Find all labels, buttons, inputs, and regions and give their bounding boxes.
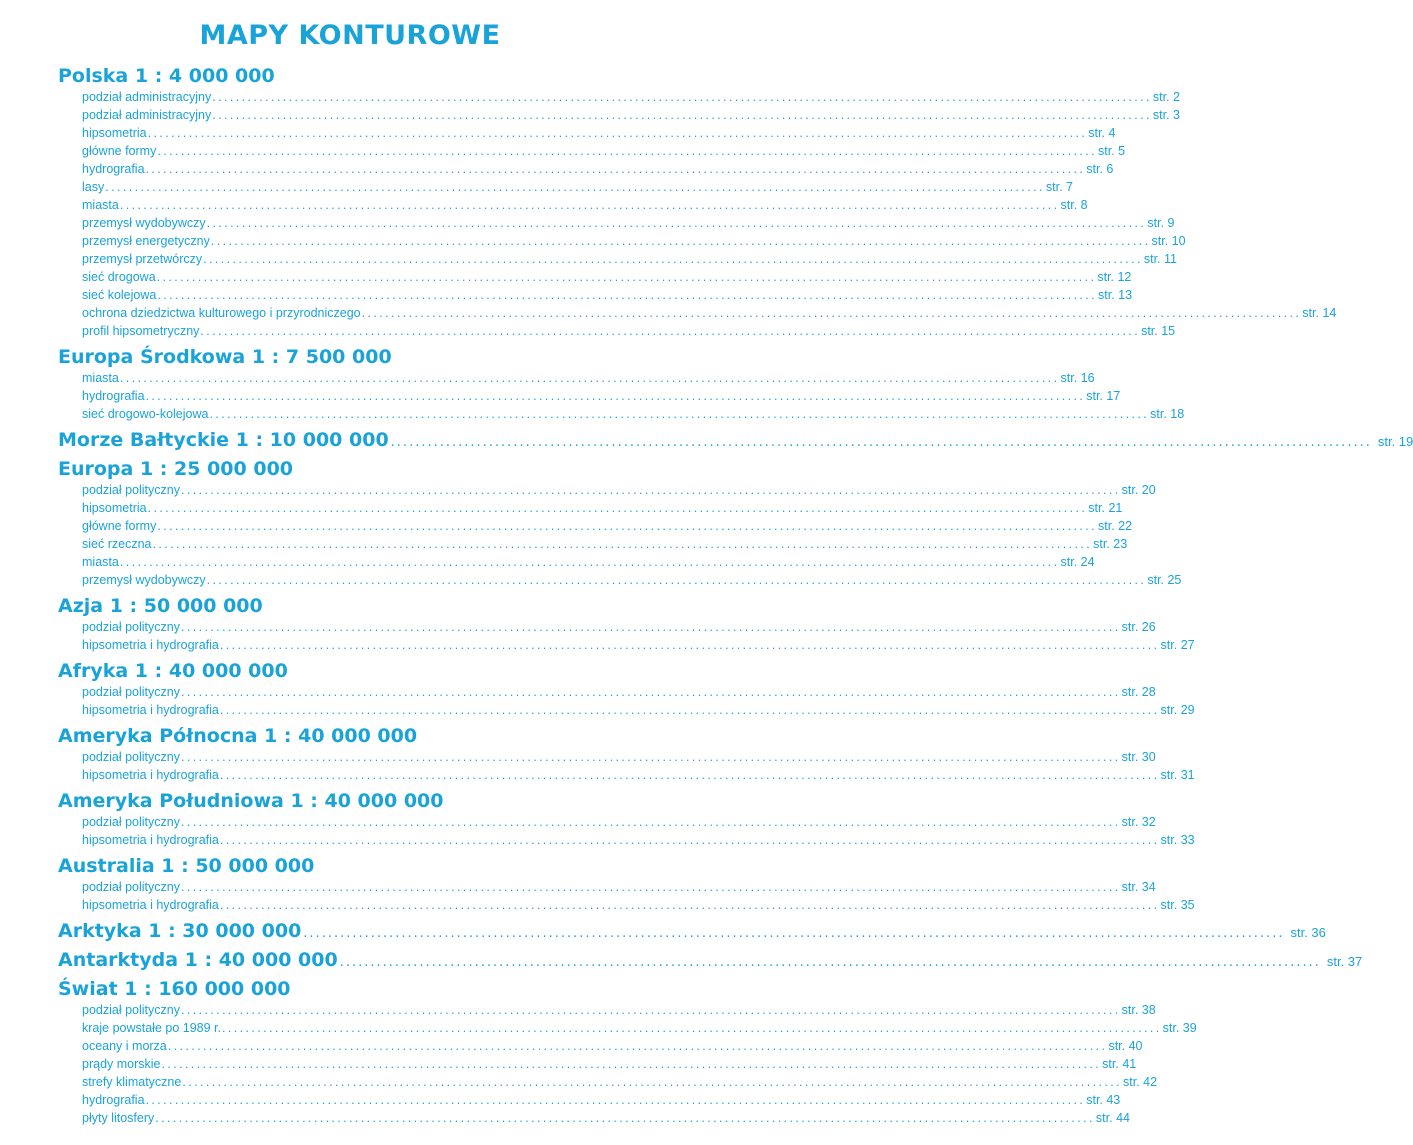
entry-page-number: str. 8 xyxy=(1060,198,1088,212)
entry-list xyxy=(58,618,1195,654)
dot-leader: ................................................................................................................................................................ xyxy=(219,703,1160,717)
entry-page-number: str. 2 xyxy=(1152,90,1180,104)
dot-leader: ................................................................................................................................................................ xyxy=(206,573,1147,587)
entry-label: lasy xyxy=(82,180,105,194)
section-heading[interactable] xyxy=(58,853,642,878)
toc-entry[interactable] xyxy=(82,517,1133,535)
entry-label: przemysł przetwórczy xyxy=(82,252,203,266)
page-title: MAPY KONTUROWE xyxy=(199,20,501,51)
entry-page-number: str. 16 xyxy=(1060,371,1095,385)
dot-leader: ................................................................................................................................................................ xyxy=(147,501,1088,515)
toc-entry[interactable] xyxy=(82,813,1156,831)
dot-leader: ................................................................................................................................................................ xyxy=(105,180,1045,194)
section-page-number: str. 19 xyxy=(1377,434,1413,449)
section-heading[interactable] xyxy=(58,658,642,683)
toc-section xyxy=(58,976,1197,1127)
entry-page-number: str. 9 xyxy=(1147,216,1175,230)
section-heading[interactable] xyxy=(58,344,642,369)
dot-leader: ................................................................................................................................................................ xyxy=(156,270,1097,284)
toc-section xyxy=(58,723,1195,784)
dot-leader: ................................................................................................................................................................ xyxy=(361,306,1302,320)
dot-leader: ................................................................................................................................................................ xyxy=(180,880,1121,894)
entry-label: hipsometria i hydrografia xyxy=(82,898,219,912)
entry-list xyxy=(58,369,1185,423)
dot-leader: ................................................................................................................................................................ xyxy=(212,90,1152,104)
entry-page-number: str. 43 xyxy=(1086,1093,1121,1107)
entry-page-number: str. 38 xyxy=(1121,1003,1156,1017)
toc-entry[interactable] xyxy=(82,481,1156,499)
section-heading[interactable] xyxy=(58,976,642,1001)
dot-leader: ................................................................................................................................................................ xyxy=(203,252,1143,266)
entry-page-number: str. 21 xyxy=(1088,501,1123,515)
entry-page-number: str. 6 xyxy=(1086,162,1114,176)
dot-leader: ................................................................................................................................................................ xyxy=(157,288,1098,302)
entry-label: hipsometria xyxy=(82,126,147,140)
entry-label: podział polityczny xyxy=(82,750,180,764)
section-heading[interactable] xyxy=(58,788,642,813)
toc-section xyxy=(58,788,1195,849)
toc-entry[interactable] xyxy=(82,748,1156,766)
toc-entry[interactable] xyxy=(82,160,1114,178)
toc-entry[interactable] xyxy=(82,1055,1137,1073)
dot-leader: ................................................................................................................................................................ xyxy=(303,926,1285,941)
toc-entry[interactable] xyxy=(82,268,1132,286)
entry-label: podział administracyjny xyxy=(82,90,212,104)
entry-label: hydrografia xyxy=(82,1093,145,1107)
entry-label: podział polityczny xyxy=(82,1003,180,1017)
toc-entry[interactable] xyxy=(82,304,1337,322)
toc-entry[interactable] xyxy=(82,683,1156,701)
dot-leader: ................................................................................................................................................................ xyxy=(219,898,1160,912)
dot-leader: ................................................................................................................................................................ xyxy=(206,216,1147,230)
entry-label: miasta xyxy=(82,198,119,212)
section-heading-label: Morze Bałtyckie 1 : 10 000 000 xyxy=(58,429,389,451)
entry-label: hydrografia xyxy=(82,162,145,176)
dot-leader: ................................................................................................................................................................ xyxy=(219,638,1160,652)
entry-label: prądy morskie xyxy=(82,1057,161,1071)
toc-entry[interactable] xyxy=(82,369,1095,387)
section-heading-label: Azja 1 : 50 000 000 xyxy=(58,595,263,617)
entry-list xyxy=(58,748,1195,784)
entry-page-number: str. 10 xyxy=(1151,234,1186,248)
section-heading-label: Ameryka Północna 1 : 40 000 000 xyxy=(58,725,418,747)
section-page-number: str. 37 xyxy=(1326,954,1363,969)
entry-label: hydrografia xyxy=(82,389,145,403)
entry-label: strefy klimatyczne xyxy=(82,1075,182,1089)
toc-section xyxy=(58,658,1195,719)
toc-entry[interactable] xyxy=(82,387,1121,405)
toc-entry[interactable] xyxy=(82,1073,1158,1091)
dot-leader: ................................................................................................................................................................ xyxy=(390,435,1372,450)
entry-label: hipsometria i hydrografia xyxy=(82,703,219,717)
toc-entry[interactable] xyxy=(82,142,1126,160)
section-heading[interactable] xyxy=(58,456,642,481)
toc-entry[interactable] xyxy=(82,124,1116,142)
entry-page-number: str. 27 xyxy=(1160,638,1195,652)
toc-entry[interactable] xyxy=(82,214,1175,232)
entry-label: przemysł energetyczny xyxy=(82,234,210,248)
toc-entry[interactable] xyxy=(82,766,1195,784)
entry-page-number: str. 14 xyxy=(1302,306,1337,320)
dot-leader: ................................................................................................................................................................ xyxy=(167,1039,1108,1053)
entry-label: hipsometria i hydrografia xyxy=(82,638,219,652)
entry-label: kraje powstałe po 1989 r. xyxy=(82,1021,221,1035)
entry-label: podział administracyjny xyxy=(82,108,212,122)
dot-leader: ................................................................................................................................................................ xyxy=(145,162,1086,176)
entry-page-number: str. 20 xyxy=(1121,483,1156,497)
table-of-contents xyxy=(58,63,1413,1127)
toc-entry[interactable] xyxy=(82,878,1156,896)
dot-leader: ................................................................................................................................................................ xyxy=(161,1057,1102,1071)
entry-page-number: str. 40 xyxy=(1108,1039,1143,1053)
section-heading-label: Świat 1 : 160 000 000 xyxy=(58,978,291,1000)
entry-label: przemysł wydobywczy xyxy=(82,573,206,587)
entry-page-number: str. 29 xyxy=(1160,703,1195,717)
entry-label: profil hipsometryczny xyxy=(82,324,200,338)
entry-page-number: str. 26 xyxy=(1121,620,1156,634)
toc-section xyxy=(58,456,1182,589)
entry-label: miasta xyxy=(82,555,119,569)
toc-entry[interactable] xyxy=(82,1109,1130,1127)
entry-page-number: str. 4 xyxy=(1088,126,1116,140)
dot-leader: ................................................................................................................................................................ xyxy=(209,407,1150,421)
entry-page-number: str. 5 xyxy=(1098,144,1126,158)
toc-section xyxy=(58,853,1195,914)
entry-page-number: str. 32 xyxy=(1121,815,1156,829)
entry-list xyxy=(58,88,1337,340)
dot-leader: ................................................................................................................................................................ xyxy=(339,955,1321,970)
section-heading[interactable] xyxy=(58,427,1413,452)
entry-list xyxy=(58,481,1182,589)
entry-label: główne formy xyxy=(82,144,157,158)
entry-page-number: str. 12 xyxy=(1097,270,1132,284)
entry-label: przemysł wydobywczy xyxy=(82,216,206,230)
entry-list xyxy=(58,813,1195,849)
entry-label: sieć kolejowa xyxy=(82,288,157,302)
entry-page-number: str. 18 xyxy=(1150,407,1185,421)
entry-page-number: str. 28 xyxy=(1121,685,1156,699)
section-heading[interactable] xyxy=(58,947,1363,972)
toc-entry[interactable] xyxy=(82,499,1123,517)
entry-page-number: str. 7 xyxy=(1045,180,1073,194)
entry-page-number: str. 35 xyxy=(1160,898,1195,912)
toc-section xyxy=(58,947,1363,972)
entry-label: ochrona dziedzictwa kulturowego i przyrodniczego xyxy=(82,306,361,320)
section-heading-label: Europa 1 : 25 000 000 xyxy=(58,458,294,480)
toc-entry[interactable] xyxy=(82,1037,1143,1055)
entry-page-number: str. 23 xyxy=(1093,537,1128,551)
entry-list xyxy=(58,683,1195,719)
entry-label: podział polityczny xyxy=(82,880,180,894)
toc-entry[interactable] xyxy=(82,286,1133,304)
entry-label: podział polityczny xyxy=(82,685,180,699)
dot-leader: ................................................................................................................................................................ xyxy=(119,198,1060,212)
dot-leader: ................................................................................................................................................................ xyxy=(221,1021,1162,1035)
dot-leader: ................................................................................................................................................................ xyxy=(180,1003,1121,1017)
toc-section xyxy=(58,427,1413,452)
toc-entry[interactable] xyxy=(82,618,1156,636)
toc-entry[interactable] xyxy=(82,831,1195,849)
toc-entry[interactable] xyxy=(82,1091,1121,1109)
toc-entry[interactable] xyxy=(82,1001,1156,1019)
dot-leader: ................................................................................................................................................................ xyxy=(200,324,1141,338)
toc-entry[interactable] xyxy=(82,896,1195,914)
entry-page-number: str. 30 xyxy=(1121,750,1156,764)
toc-entry[interactable] xyxy=(82,196,1088,214)
entry-label: hipsometria i hydrografia xyxy=(82,833,219,847)
entry-label: miasta xyxy=(82,371,119,385)
dot-leader: ................................................................................................................................................................ xyxy=(147,126,1088,140)
entry-label: płyty litosfery xyxy=(82,1111,155,1125)
toc-entry[interactable] xyxy=(82,250,1177,268)
entry-label: sieć drogowo-kolejowa xyxy=(82,407,209,421)
dot-leader: ................................................................................................................................................................ xyxy=(180,815,1121,829)
entry-page-number: str. 3 xyxy=(1152,108,1180,122)
dot-leader: ................................................................................................................................................................ xyxy=(180,483,1121,497)
toc-entry[interactable] xyxy=(82,322,1176,340)
toc-entry[interactable] xyxy=(82,571,1182,589)
dot-leader: ................................................................................................................................................................ xyxy=(145,1093,1086,1107)
toc-entry[interactable] xyxy=(82,232,1186,250)
section-heading-label: Australia 1 : 50 000 000 xyxy=(58,855,315,877)
entry-label: sieć rzeczna xyxy=(82,537,152,551)
toc-entry[interactable] xyxy=(82,178,1073,196)
dot-leader: ................................................................................................................................................................ xyxy=(180,620,1121,634)
entry-label: sieć drogowa xyxy=(82,270,156,284)
dot-leader: ................................................................................................................................................................ xyxy=(219,833,1160,847)
dot-leader: ................................................................................................................................................................ xyxy=(219,768,1160,782)
toc-section xyxy=(58,918,1326,943)
entry-label: hipsometria i hydrografia xyxy=(82,768,219,782)
entry-label: oceany i morza xyxy=(82,1039,167,1053)
toc-entry[interactable] xyxy=(82,106,1180,124)
dot-leader: ................................................................................................................................................................ xyxy=(145,389,1086,403)
dot-leader: ................................................................................................................................................................ xyxy=(155,1111,1095,1125)
entry-page-number: str. 42 xyxy=(1123,1075,1158,1089)
entry-page-number: str. 39 xyxy=(1162,1021,1197,1035)
toc-entry[interactable] xyxy=(82,1019,1197,1037)
section-heading[interactable] xyxy=(58,63,642,88)
section-heading[interactable] xyxy=(58,723,642,748)
entry-page-number: str. 15 xyxy=(1141,324,1176,338)
dot-leader: ................................................................................................................................................................ xyxy=(152,537,1093,551)
entry-page-number: str. 17 xyxy=(1086,389,1121,403)
entry-label: hipsometria xyxy=(82,501,147,515)
section-heading-label: Arktyka 1 : 30 000 000 xyxy=(58,920,302,942)
dot-leader: ................................................................................................................................................................ xyxy=(212,108,1152,122)
toc-section xyxy=(58,593,1195,654)
dot-leader: ................................................................................................................................................................ xyxy=(119,555,1060,569)
section-heading[interactable] xyxy=(58,918,1326,943)
dot-leader: ................................................................................................................................................................ xyxy=(180,750,1121,764)
entry-page-number: str. 11 xyxy=(1143,252,1177,266)
entry-list xyxy=(58,1001,1197,1127)
section-heading-label: Polska 1 : 4 000 000 xyxy=(58,65,275,87)
section-heading-label: Europa Środkowa 1 : 7 500 000 xyxy=(58,346,392,368)
section-page-number: str. 36 xyxy=(1290,925,1326,940)
dot-leader: ................................................................................................................................................................ xyxy=(182,1075,1123,1089)
toc-section xyxy=(58,63,1337,340)
toc-entry[interactable] xyxy=(82,88,1180,106)
toc-entry[interactable] xyxy=(82,636,1195,654)
entry-label: podział polityczny xyxy=(82,620,180,634)
toc-entry[interactable] xyxy=(82,535,1128,553)
entry-page-number: str. 33 xyxy=(1160,833,1195,847)
toc-entry[interactable] xyxy=(82,553,1095,571)
entry-page-number: str. 31 xyxy=(1160,768,1195,782)
section-heading-label: Ameryka Południowa 1 : 40 000 000 xyxy=(58,790,444,812)
entry-page-number: str. 24 xyxy=(1060,555,1095,569)
entry-list xyxy=(58,878,1195,914)
section-heading-label: Antarktyda 1 : 40 000 000 xyxy=(58,949,338,971)
entry-page-number: str. 41 xyxy=(1102,1057,1137,1071)
dot-leader: ................................................................................................................................................................ xyxy=(157,144,1098,158)
entry-page-number: str. 13 xyxy=(1098,288,1133,302)
entry-label: podział polityczny xyxy=(82,483,180,497)
entry-page-number: str. 22 xyxy=(1098,519,1133,533)
dot-leader: ................................................................................................................................................................ xyxy=(119,371,1060,385)
dot-leader: ................................................................................................................................................................ xyxy=(180,685,1121,699)
entry-page-number: str. 25 xyxy=(1147,573,1182,587)
dot-leader: ................................................................................................................................................................ xyxy=(210,234,1151,248)
entry-page-number: str. 44 xyxy=(1095,1111,1130,1125)
toc-entry[interactable] xyxy=(82,405,1185,423)
section-heading-label: Afryka 1 : 40 000 000 xyxy=(58,660,288,682)
toc-entry[interactable] xyxy=(82,701,1195,719)
entry-label: podział polityczny xyxy=(82,815,180,829)
section-heading[interactable] xyxy=(58,593,642,618)
dot-leader: ................................................................................................................................................................ xyxy=(157,519,1098,533)
entry-page-number: str. 34 xyxy=(1121,880,1156,894)
entry-label: główne formy xyxy=(82,519,157,533)
toc-section xyxy=(58,344,1185,423)
